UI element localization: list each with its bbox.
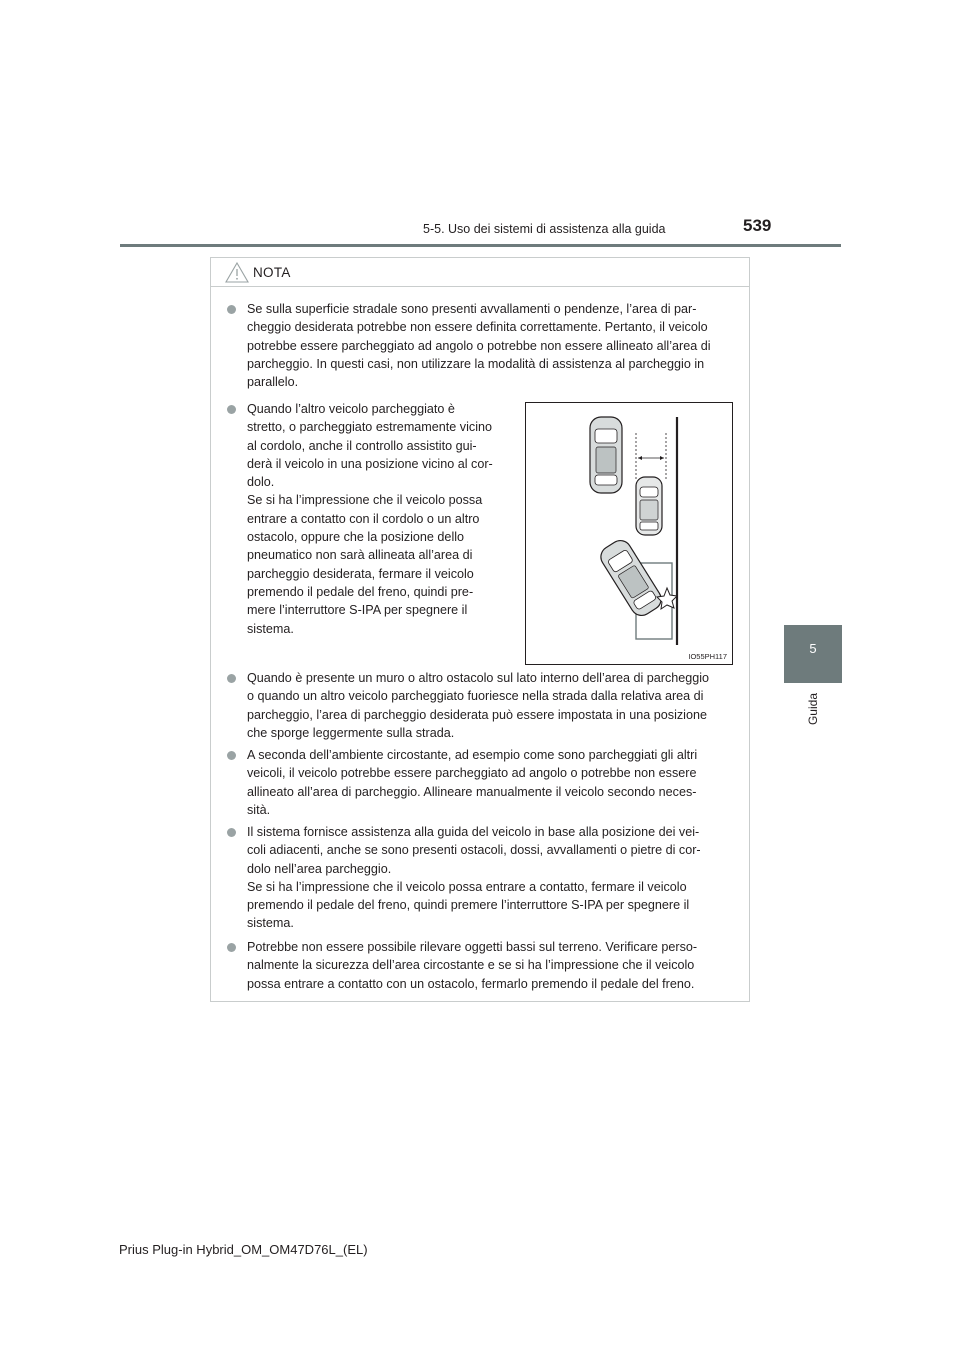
bullet-text: A seconda dell’ambiente circostante, ad esempio come sono parcheggiati gli altri veicoli, il veicolo potrebbe essere parcheggiato ad angolo o potrebbe non essere allineato all’area di parcheggio. Allineare manualmente il veicolo secondo neces- sità. (247, 748, 698, 817)
page-number: 539 (743, 216, 772, 235)
chapter-tab (784, 625, 842, 683)
bullet-icon (227, 674, 236, 683)
parked-car-top (590, 417, 622, 493)
bullet-icon (227, 405, 236, 414)
notice-header (211, 258, 749, 287)
notice-bullet (227, 400, 517, 638)
warning-triangle-icon (225, 262, 249, 283)
parked-car-narrow (636, 477, 662, 535)
figure-code: IO55PH117 (688, 652, 727, 661)
chapter-label: Guida (806, 693, 820, 726)
section-title: 5-5. Uso dei sistemi di assistenza alla guida (423, 222, 666, 236)
notice-title: NOTA (253, 265, 291, 280)
bullet-text: Quando l’altro veicolo parcheggiato è stretto, o parcheggiato estremamente vicino al cordolo, anche il controllo assistito gui- derà il veicolo in una posizione vicino al cor- dolo. Se si ha l’impressione che il veicolo possa entrare a contatto con il cordolo o un altro ostacolo, oppure che la posizione dello pneumatico non sarà allineata all’area di parcheggio desiderata, fermare il veicolo premendo il pedale del freno, quindi pre- mere l’interruttore S-IPA per spegnere il sistema. (247, 402, 493, 636)
bullet-text: Potrebbe non essere possibile rilevare oggetti bassi sul terreno. Verificare perso- nalmente la sicurezza dell’area circostante e se si ha l’impressione che il veicolo possa entrare a contatto con un ostacolo, fermarlo premendo il pedale del freno. (247, 940, 698, 991)
notice-bullet (227, 669, 745, 742)
parking-diagram (526, 403, 732, 664)
bullet-text: Il sistema fornisce assistenza alla guida del veicolo in base alla posizione dei vei- coli adiacenti, anche se sono presenti ostacoli, dossi, avvallamenti o pietre di cor- dolo nell’area parcheggio. Se si ha l’impressione che il veicolo possa entrare a contatto, fermare il veicolo premendo il pedale del freno, quindi premere l’interruttore S-IPA per spegnere il sistema. (247, 825, 701, 931)
header-divider (120, 244, 841, 247)
notice-box (210, 257, 750, 1002)
document-id: Prius Plug-in Hybrid_OM_OM47D76L_(EL) (119, 1242, 368, 1257)
parking-illustration (525, 402, 733, 665)
bullet-icon (227, 751, 236, 760)
bullet-icon (227, 943, 236, 952)
notice-bullet (227, 300, 745, 391)
bullet-text: Quando è presente un muro o altro ostacolo sul lato interno dell’area di parcheggio o quando un altro veicolo parcheggiato fuoriesce nella strada dalla relativa area di parcheggio, l’area di parcheggio desiderata può essere impostata in una posizione che sporge leggermente sulla strada. (247, 671, 710, 740)
bullet-icon (227, 305, 236, 314)
notice-bullet (227, 823, 745, 933)
notice-bullet (227, 938, 745, 993)
chapter-number: 5 (809, 641, 817, 656)
notice-bullet (227, 746, 745, 819)
bullet-icon (227, 828, 236, 837)
bullet-text: Se sulla superficie stradale sono presenti avvallamenti o pendenze, l’area di par- cheggio desiderata potrebbe non essere definita correttamente. Pertanto, il veicolo potrebbe essere parcheggiato ad angolo o potrebbe non essere allineato all’area di parcheggio. In questi casi, non utilizzare la modalità di assistenza al parcheggio in parallelo. (247, 302, 711, 390)
maneuvering-car (597, 536, 665, 619)
